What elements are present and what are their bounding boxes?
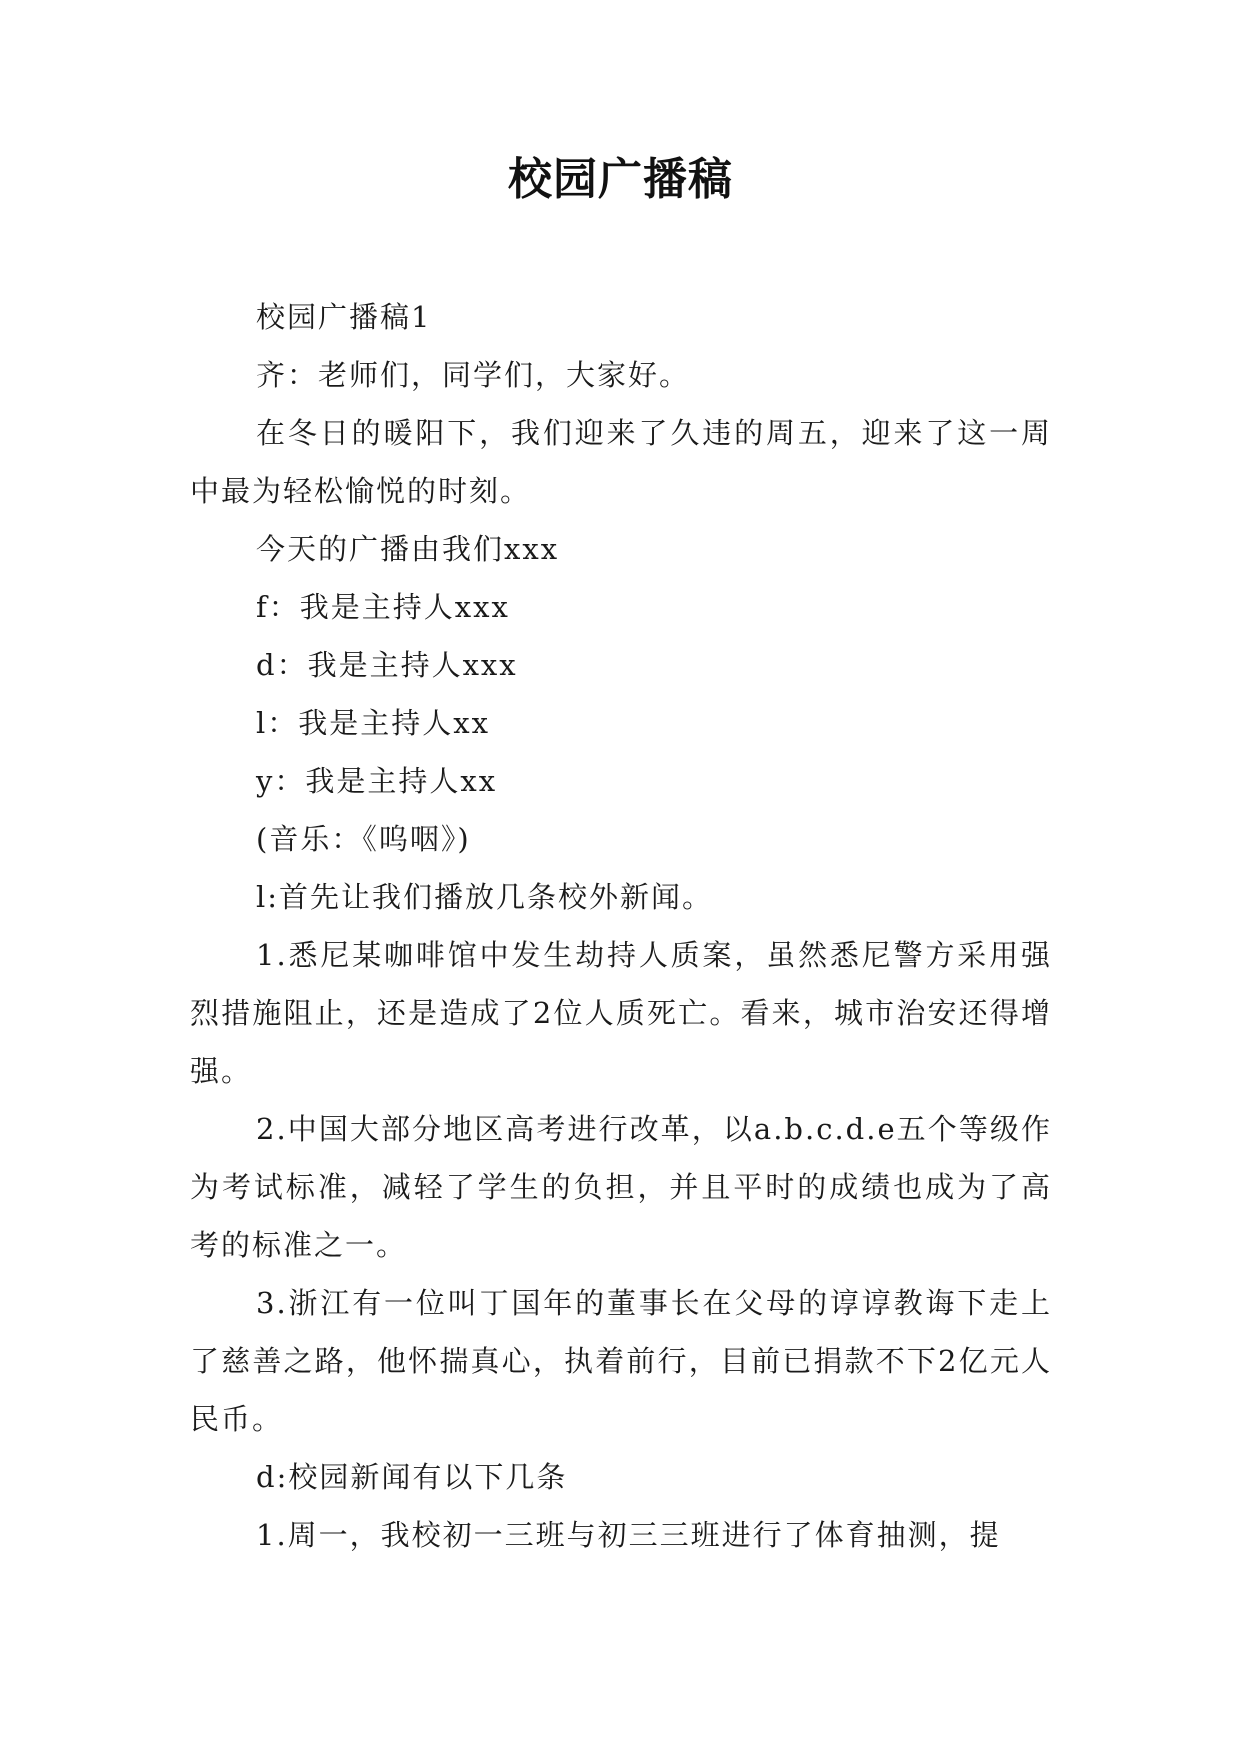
paragraph: 1.周一，我校初一三班与初三三班进行了体育抽测，提	[256, 1518, 1001, 1552]
paragraph: y：我是主持人xx	[256, 764, 498, 798]
document-title: 校园广播稿	[508, 154, 733, 205]
paragraph: 在冬日的暖阳下，我们迎来了久违的周五，迎来了这一周中最为轻松愉悦的时刻。	[190, 416, 1052, 508]
paragraph: 1.悉尼某咖啡馆中发生劫持人质案，虽然悉尼警方采用强烈措施阻止，还是造成了2位人质死亡。看来，城市治安还得增强。	[190, 938, 1052, 1088]
paragraph: 今天的广播由我们xxx	[256, 532, 560, 566]
paragraph: 2.中国大部分地区高考进行改革，以a.b.c.d.e五个等级作为考试标准，减轻了学生的负担，并且平时的成绩也成为了高考的标准之一。	[190, 1112, 1052, 1262]
paragraph: d：我是主持人xxx	[256, 648, 518, 682]
paragraph: l:首先让我们播放几条校外新闻。	[256, 880, 714, 914]
paragraph: l：我是主持人xx	[256, 706, 490, 740]
document-body	[190, 288, 1052, 1564]
paragraph: 齐：老师们，同学们，大家好。	[256, 358, 691, 392]
paragraph: (音乐：《呜咽》)	[256, 822, 471, 856]
paragraph: 3.浙江有一位叫丁国年的董事长在父母的谆谆教诲下走上了慈善之路，他怀揣真心，执着前行，目前已捐款不下2亿元人民币。	[190, 1286, 1052, 1436]
paragraph: f：我是主持人xxx	[256, 590, 510, 624]
paragraph: 校园广播稿1	[256, 300, 432, 334]
paragraph: d:校园新闻有以下几条	[256, 1460, 568, 1494]
